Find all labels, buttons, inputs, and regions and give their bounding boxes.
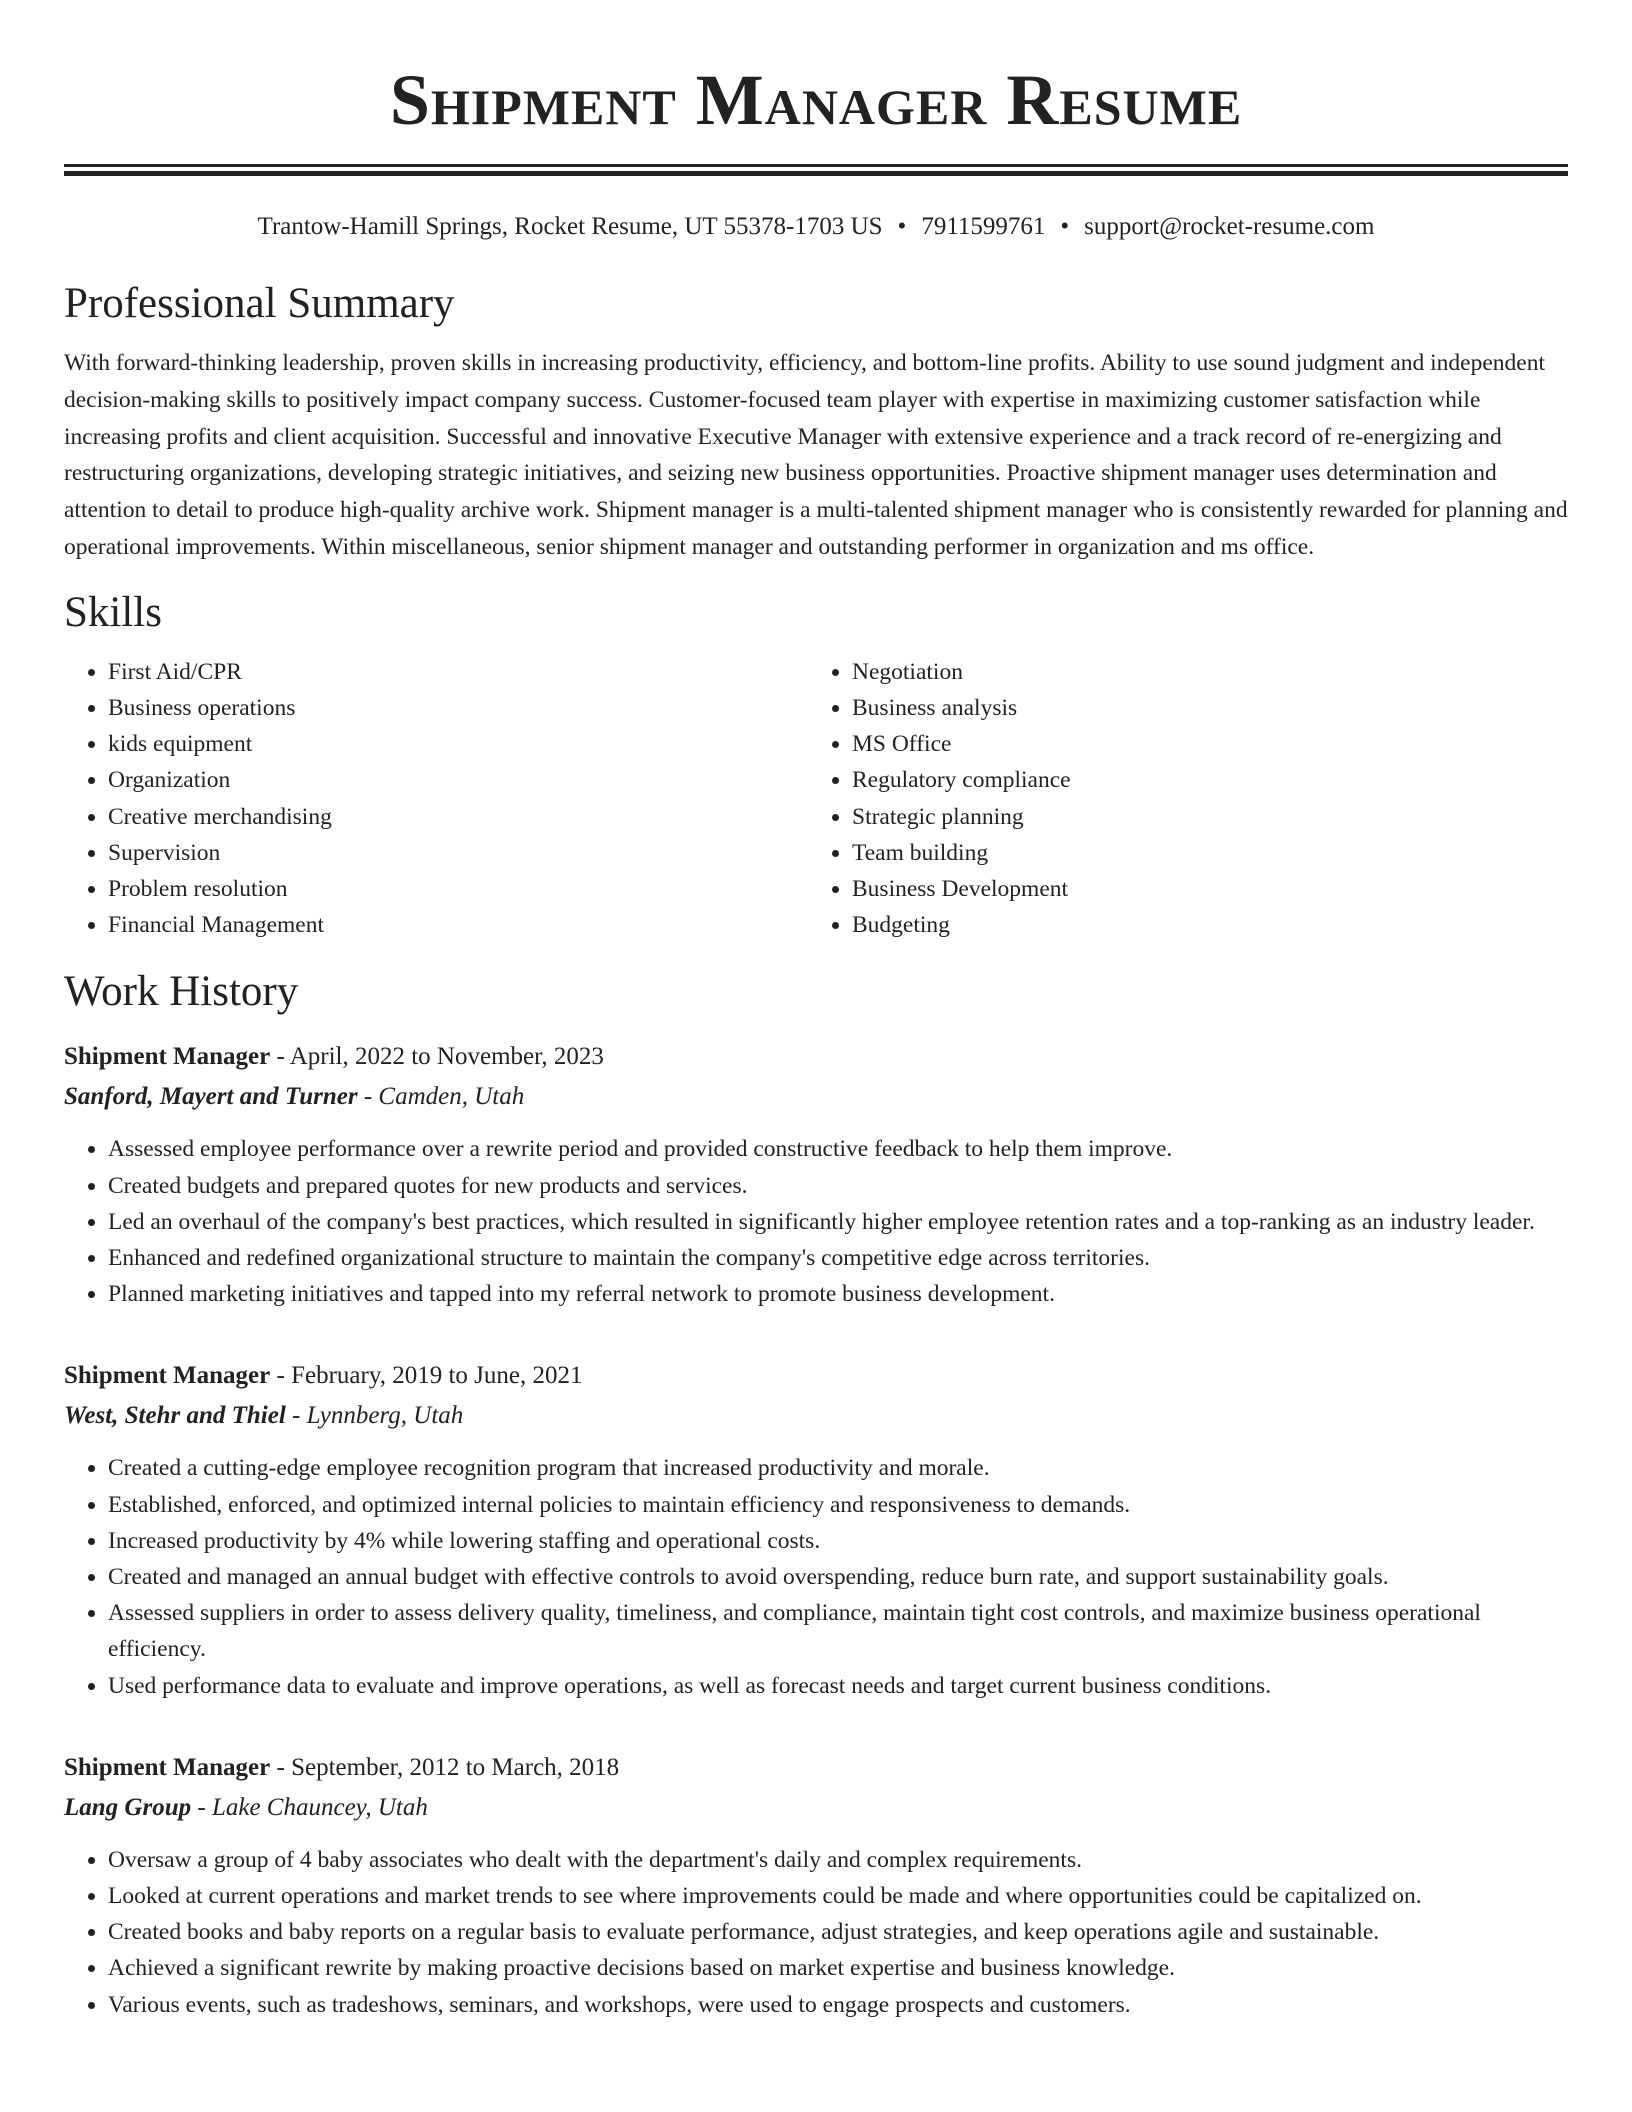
job-location: - Lynnberg, Utah	[292, 1402, 464, 1430]
job-entry	[64, 1750, 1568, 2023]
job-bullet: • Achieved a significant rewrite by making proactive decisions based on market expertise and business knowledge.	[108, 1950, 1568, 1986]
skill-item: • Problem resolution	[108, 871, 808, 907]
job-bullets	[64, 1450, 1568, 1703]
skill-item: • Creative merchandising	[108, 799, 808, 835]
summary-text: With forward-thinking leadership, proven skills in increasing productivity, efficiency, and bottom-line profits. Ability to use sound judgment and independent decision-making skills to positively impact company success. Customer-focused team player with expertise in maximizing customer satisfaction while increasing profits and client acquisition. Successful and innovative Executive Manager with extensive experience and a track record of re-energizing and restructuring organizations, developing strategic initiatives, and seizing new business opportunities. Proactive shipment manager uses determination and attention to detail to produce high-quality archive work. Shipment manager is a multi-talented shipment manager who is consistently rewarded for planning and operational improvements. Within miscellaneous, senior shipment manager and outstanding performer in organization and ms office.	[64, 350, 1568, 560]
skill-item: • Organization	[108, 762, 808, 798]
job-bullet: • Assessed employee performance over a rewrite period and provided constructive feedback to help them improve.	[108, 1131, 1568, 1167]
job-title: Shipment Manager	[64, 1753, 271, 1781]
skills-list	[64, 654, 1568, 944]
job-bullet: • Used performance data to evaluate and improve operations, as well as forecast needs and target current business conditions.	[108, 1668, 1568, 1704]
skill-item: • kids equipment	[108, 726, 808, 762]
job-dates: - February, 2019 to June, 2021	[276, 1362, 583, 1390]
job-location: - Camden, Utah	[363, 1083, 525, 1111]
work-history-heading: Work History	[64, 968, 299, 1016]
skill-item: • Negotiation	[852, 654, 1552, 690]
job-entry	[64, 1039, 1568, 1312]
job-bullet: • Planned marketing initiatives and tapped into my referral network to promote business development.	[108, 1276, 1568, 1312]
skill-item: • Business Development	[852, 871, 1552, 907]
title-divider	[64, 164, 1568, 176]
contact-email: support@rocket-resume.com	[1084, 213, 1375, 240]
job-entry	[64, 1358, 1568, 1703]
job-bullet: • Oversaw a group of 4 baby associates who dealt with the department's daily and complex requirements.	[108, 1842, 1568, 1878]
job-bullet: • Created and managed an annual budget with effective controls to avoid overspending, reduce burn rate, and support sustainability goals.	[108, 1559, 1568, 1595]
job-bullets	[64, 1842, 1568, 2023]
contact-address: Trantow-Hamill Springs, Rocket Resume, UT 55378-1703 US	[257, 213, 883, 240]
job-title-line	[64, 1358, 1568, 1394]
job-title-line	[64, 1750, 1568, 1786]
job-company: Lang Group	[64, 1793, 192, 1821]
job-bullet: • Looked at current operations and market trends to see where improvements could be made and where opportunities could be capitalized on.	[108, 1878, 1568, 1914]
job-bullet: • Led an overhaul of the company's best practices, which resulted in significantly higher employee retention rates and a top-ranking as an industry leader.	[108, 1204, 1568, 1240]
skill-item: • Budgeting	[852, 907, 1552, 943]
summary-heading: Professional Summary	[64, 280, 455, 327]
job-company: Sanford, Mayert and Turner	[64, 1083, 358, 1111]
skill-item: • Strategic planning	[852, 799, 1552, 835]
skill-item: • Business analysis	[852, 690, 1552, 726]
skill-item: • Supervision	[108, 835, 808, 871]
job-title: Shipment Manager	[64, 1362, 271, 1390]
job-dates: - September, 2012 to March, 2018	[276, 1753, 620, 1781]
resume-title: Shipment Manager Resume	[389, 60, 1243, 140]
skill-item: • MS Office	[852, 726, 1552, 762]
job-bullet: • Enhanced and redefined organizational structure to maintain the company's competitive edge across territories.	[108, 1240, 1568, 1276]
contact-separator: •	[1060, 213, 1070, 240]
contact-line	[64, 211, 1568, 243]
job-bullet: • Created a cutting-edge employee recognition program that increased productivity and morale.	[108, 1450, 1568, 1486]
skill-item: • Business operations	[108, 690, 808, 726]
job-company: West, Stehr and Thiel	[64, 1402, 286, 1430]
job-title-line	[64, 1039, 1568, 1075]
job-bullet: • Various events, such as tradeshows, seminars, and workshops, were used to engage prospects and customers.	[108, 1987, 1568, 2023]
job-company-line	[64, 1790, 1568, 1826]
skill-item: • Regulatory compliance	[852, 762, 1552, 798]
job-location: - Lake Chauncey, Utah	[197, 1793, 428, 1821]
contact-separator: •	[897, 213, 907, 240]
job-title: Shipment Manager	[64, 1043, 271, 1071]
job-company-line	[64, 1079, 1568, 1115]
skills-heading: Skills	[64, 588, 162, 636]
job-bullets	[64, 1131, 1568, 1312]
job-bullet: • Increased productivity by 4% while lowering staffing and operational costs.	[108, 1523, 1568, 1559]
skills-column-left	[64, 654, 808, 944]
skill-item: • Financial Management	[108, 907, 808, 943]
job-bullet: • Created books and baby reports on a regular basis to evaluate performance, adjust strategies, and keep operations agile and sustainable.	[108, 1914, 1568, 1950]
contact-phone: 7911599761	[921, 213, 1046, 240]
job-bullet: • Established, enforced, and optimized internal policies to maintain efficiency and responsiveness to demands.	[108, 1487, 1568, 1523]
skill-item: • First Aid/CPR	[108, 654, 808, 690]
job-bullet: • Created budgets and prepared quotes for new products and services.	[108, 1168, 1568, 1204]
job-dates: - April, 2022 to November, 2023	[276, 1043, 604, 1071]
job-bullet: • Assessed suppliers in order to assess delivery quality, timeliness, and compliance, maintain tight cost controls, and maximize business operational efficiency.	[108, 1595, 1568, 1667]
skill-item: • Team building	[852, 835, 1552, 871]
job-company-line	[64, 1398, 1568, 1434]
skills-column-right	[808, 654, 1552, 944]
